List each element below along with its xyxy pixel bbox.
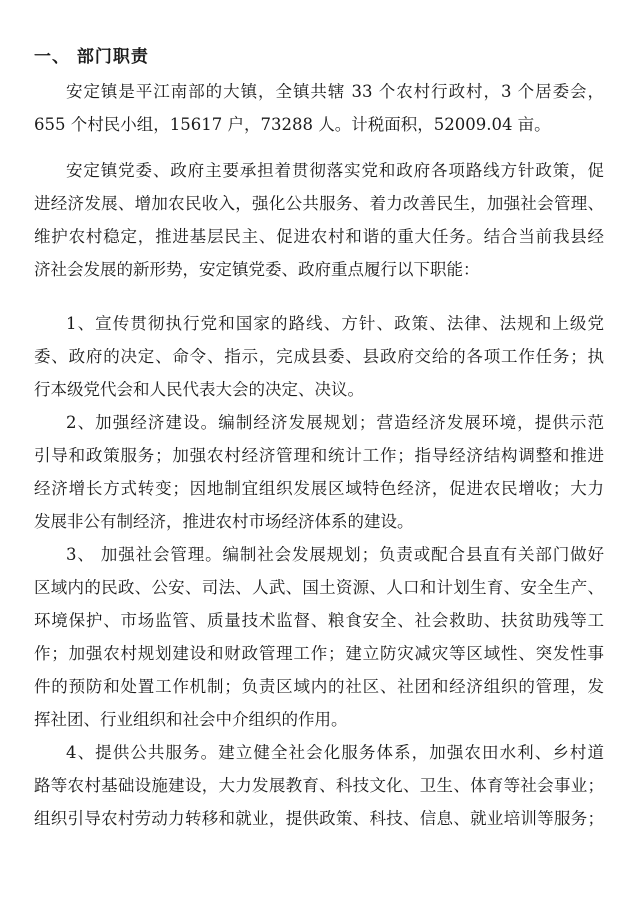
paragraph-5-line-3: 环境保护、市场监管、质量技术监督、粮食安全、社会救助、扶贫助残等工: [34, 611, 604, 630]
paragraph-5-line-5: 件的预防和处置工作机制；负责区域内的社区、社团和经济组织的管理，发: [34, 677, 604, 696]
paragraph-5-line-6: 挥社团、行业组织和社会中介组织的作用。: [34, 710, 348, 729]
paragraph-4-line-3: 经济增长方式转变；因地制宜组织发展区域特色经济，促进农民增收；大力: [34, 479, 604, 498]
paragraph-2-line-1: 安定镇党委、政府主要承担着贯彻落实党和政府各项路线方针政策，促: [66, 161, 604, 180]
paragraph-5-line-1: 3、 加强社会管理。编制社会发展规划；负责或配合县直有关部门做好: [66, 545, 604, 564]
paragraph-3-line-2: 委、政府的决定、命令、指示，完成县委、县政府交给的各项工作任务；执: [34, 347, 604, 366]
paragraph-6-line-3: 组织引导农村劳动力转移和就业，提供政策、科技、信息、就业培训等服务；: [34, 809, 604, 828]
section-heading: 一、 部门职责: [34, 47, 149, 67]
paragraph-3-line-1: 1、宣传贯彻执行党和国家的路线、方针、政策、法律、法规和上级党: [66, 314, 604, 333]
paragraph-1-line-1: 安定镇是平江南部的大镇，全镇共辖 33 个农村行政村，3 个居委会，: [66, 82, 604, 101]
paragraph-4-line-4: 发展非公有制经济，推进农村市场经济体系的建设。: [34, 512, 414, 531]
paragraph-2-line-3: 维护农村稳定，推进基层民主、促进农村和谐的重大任务。结合当前我县经: [34, 227, 604, 246]
paragraph-6-line-2: 路等农村基础设施建设，大力发展教育、科技文化、卫生、体育等社会事业；: [34, 776, 604, 795]
paragraph-6-line-1: 4、提供公共服务。建立健全社会化服务体系，加强农田水利、乡村道: [66, 743, 604, 762]
paragraph-1-line-2: 655 个村民小组，15617 户，73288 人。计税面积，52009.04 亩。: [34, 115, 551, 134]
paragraph-4-line-2: 引导和政策服务；加强农村经济管理和统计工作；指导经济结构调整和推进: [34, 446, 604, 465]
paragraph-5-line-2: 区域内的民政、公安、司法、人武、国土资源、人口和计划生育、安全生产、: [34, 578, 604, 597]
paragraph-5-line-4: 作；加强农村规划建设和财政管理工作；建立防灾减灾等区域性、突发性事: [34, 644, 604, 663]
paragraph-2-line-4: 济社会发展的新形势，安定镇党委、政府重点履行以下职能：: [34, 260, 480, 279]
paragraph-3-line-3: 行本级党代会和人民代表大会的决定、决议。: [34, 380, 364, 399]
paragraph-2-line-2: 进经济发展、增加农民收入，强化公共服务、着力改善民生，加强社会管理、: [34, 194, 604, 213]
paragraph-4-line-1: 2、加强经济建设。编制经济发展规划；营造经济发展环境，提供示范: [66, 413, 604, 432]
